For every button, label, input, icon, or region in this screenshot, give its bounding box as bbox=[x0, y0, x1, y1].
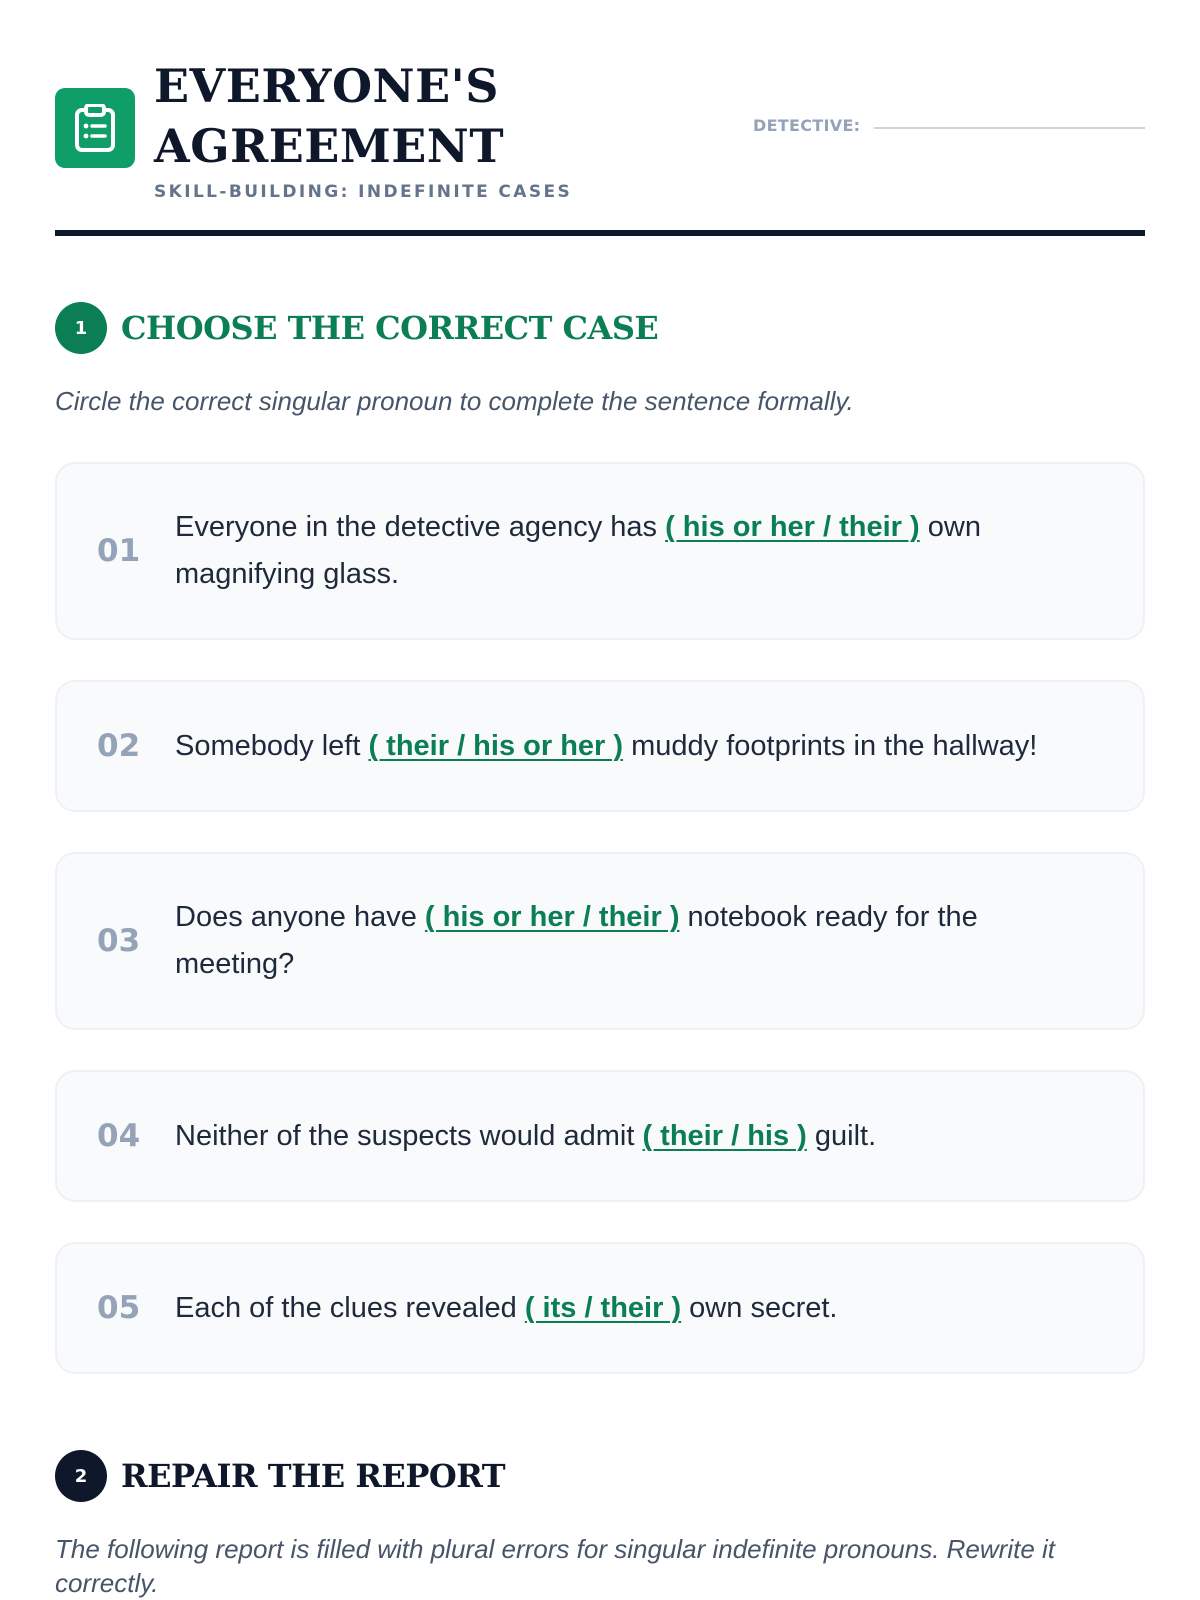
question-number: 01 bbox=[97, 533, 141, 569]
question-text-after: own magnifying glass. bbox=[175, 511, 981, 590]
section-2-heading bbox=[55, 1450, 1145, 1502]
question-number: 04 bbox=[97, 1118, 141, 1154]
pronoun-choice[interactable]: ( his or her / their ) bbox=[665, 511, 920, 543]
page-subtitle: SKILL-BUILDING: INDEFINITE CASES bbox=[154, 182, 573, 202]
question-text-after: own secret. bbox=[681, 1291, 838, 1324]
pronoun-choice[interactable]: ( its / their ) bbox=[524, 1291, 682, 1324]
question-text-after: guilt. bbox=[806, 1119, 877, 1152]
question-card bbox=[55, 680, 1145, 812]
section-2-number-badge: 2 bbox=[55, 1450, 107, 1502]
question-text-before: Everyone in the detective agency has bbox=[175, 511, 666, 543]
question-number: 03 bbox=[97, 923, 141, 959]
question-card bbox=[55, 852, 1145, 1030]
section-2-instructions: The following report is filled with plural errors for singular indefinite pronouns. Rewrite it correctly. bbox=[55, 1534, 1056, 1598]
question-card bbox=[55, 1070, 1145, 1202]
question-text-before: Somebody left bbox=[175, 729, 369, 762]
section-1-title: CHOOSE THE CORRECT CASE bbox=[121, 309, 659, 347]
question-text bbox=[175, 723, 1037, 770]
section-1-instructions: Circle the correct singular pronoun to complete the sentence formally. bbox=[55, 386, 854, 416]
question-text-before: Does anyone have bbox=[175, 901, 425, 933]
question-text-after: notebook ready for the meeting? bbox=[175, 901, 978, 980]
question-text-after: muddy footprints in the hallway! bbox=[623, 729, 1038, 762]
section-1-heading bbox=[55, 302, 1145, 354]
pronoun-choice[interactable]: ( their / his ) bbox=[642, 1119, 807, 1152]
title-block bbox=[154, 56, 572, 202]
clipboard-icon bbox=[55, 88, 135, 168]
page-title-line-2: AGREEMENT bbox=[154, 119, 505, 173]
pronoun-choice[interactable]: ( his or her / their ) bbox=[424, 901, 680, 933]
question-text bbox=[175, 504, 995, 598]
question-number: 02 bbox=[97, 728, 141, 764]
question-text-before: Each of the clues revealed bbox=[175, 1291, 525, 1324]
detective-name-field[interactable] bbox=[753, 116, 1145, 135]
question-card bbox=[55, 462, 1145, 640]
section-1-number-badge: 1 bbox=[55, 302, 107, 354]
question-card bbox=[55, 1242, 1145, 1374]
section-2-title: REPAIR THE REPORT bbox=[121, 1457, 506, 1495]
question-text bbox=[175, 1113, 876, 1160]
worksheet-header bbox=[55, 0, 1145, 236]
question-text bbox=[175, 894, 995, 988]
question-number: 05 bbox=[97, 1290, 141, 1326]
question-text-before: Neither of the suspects would admit bbox=[175, 1119, 643, 1152]
detective-label: DETECTIVE: bbox=[753, 116, 861, 135]
pronoun-choice[interactable]: ( their / his or her ) bbox=[368, 729, 624, 762]
detective-name-line[interactable] bbox=[874, 127, 1145, 129]
page-title-line-1: EVERYONE'S bbox=[154, 59, 499, 113]
question-text bbox=[175, 1285, 837, 1332]
